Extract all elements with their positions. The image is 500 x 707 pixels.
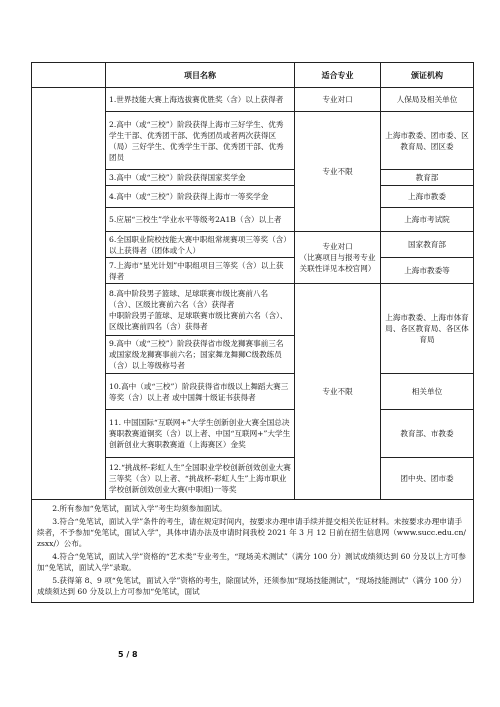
blank-header xyxy=(32,63,106,88)
page-number: 5 / 8 xyxy=(118,650,138,659)
notes-cell xyxy=(32,500,474,603)
major-4: 专业不限 xyxy=(295,284,381,500)
issuer-10: 教育部、市教委 xyxy=(381,410,474,458)
item-1: 1.世界技能大赛上海选拔赛优胜奖（含）以上获得者 xyxy=(106,88,295,112)
major-1: 专业对口 xyxy=(295,88,381,112)
issuer-8: 上海市教委、上海市体育局、各区教育局、各区体育局 xyxy=(381,284,474,374)
header-item-name: 项目名称 xyxy=(106,63,295,88)
header-major: 适合专业 xyxy=(295,63,381,88)
issuer-7: 上海市教委等 xyxy=(381,258,474,284)
left-blank-cell xyxy=(32,88,106,500)
item-3: 3.高中（或“三校”）阶段获得国家奖学金 xyxy=(106,170,295,186)
item-8: 8.高中阶段男子篮球、足球联赛市级比赛前八名（含）、区级比赛前六名（含）获得者 中职阶段男子篮球、足球联赛市级比赛前六名（含）、区级比赛前四名（含）获得者 xyxy=(106,284,295,336)
note-5: 5.获得第 8、9 项“免笔试，面试入学”资格的考生，除面试外，还须参加“现场技能测试”，“现场技能测试”（满分 100 分）成绩须达到 60 分及以上方可参加“免笔试，面试 xyxy=(37,576,466,596)
item-4: 4.高中（或“三校”）阶段获得上海市一等奖学金 xyxy=(106,186,295,208)
note-3: 3.符合“免笔试，面试入学”条件的考生，请在规定时间内，按要求办理申请手续并提交相关佐证材料。未按要求办理申请手续者，不予参加“免笔试，面试入学”，具体申请办法及申请时间我校 2021 年 3 月 12 日前在招生信息网（www.succ.edu.cn/zsxx/）公布。 xyxy=(37,517,466,548)
header-issuer: 颁证机构 xyxy=(381,63,474,88)
major-2: 专业不限 xyxy=(295,112,381,232)
issuer-5: 上海市考试院 xyxy=(381,208,474,232)
note-2: 2.所有参加“免笔试，面试入学”考生均须参加面试。 xyxy=(52,504,227,513)
issuer-1: 人保局及相关单位 xyxy=(381,88,474,112)
item-2: 2.高中（或“三校”）阶段获得上海市三好学生、优秀学生干部、优秀团干部、优秀团员或者两次获得区（局）三好学生、优秀学生干部、优秀团干部、优秀团员 xyxy=(106,112,295,170)
issuer-9: 相关单位 xyxy=(381,374,474,410)
table-header-row xyxy=(32,63,474,88)
item-10: 10.高中（或“三校”）阶段获得省市级以上舞蹈大赛三等奖（含）以上者 或中国舞十级证书获得者 xyxy=(106,374,295,410)
notes-row xyxy=(32,500,474,603)
item-7: 7.上海市“星光计划”中职组项目三等奖（含）以上获得者 xyxy=(106,258,295,284)
issuer-4: 上海市教委 xyxy=(381,186,474,208)
item-6: 6.全国职业院校技能大赛中职组常规赛项三等奖（含）以上获得者（团体或个人） xyxy=(106,232,295,258)
note-4: 4.符合“免笔试，面试入学”资格的“艺术类”专业考生，“现场美术测试”（满分 100 分）测试成绩须达到 60 分及以上方可参加“免笔试，面试入学”录取。 xyxy=(37,552,466,572)
issuer-6: 国家教育部 xyxy=(381,232,474,258)
issuer-2: 上海市教委、团市委、区教育局、团区委 xyxy=(381,112,474,170)
item-9: 9.高中（或“三校”）阶段获得省市级龙狮赛事前三名或国家级龙狮赛事前六名；国家舞龙舞狮C级教练员（含）以上等级称号者 xyxy=(106,336,295,374)
issuer-11: 团中央、团市委 xyxy=(381,458,474,500)
major-3: 专业对口 （比赛项目与报考专业关联性详见本校官网） xyxy=(295,232,381,284)
item-11: 11. 中国国际“互联网+”大学生创新创业大赛全国总决赛职教赛道铜奖（含）以上者、中国“互联网+”大学生创新创业大赛职教赛道（上海赛区）金奖 xyxy=(106,410,295,458)
item-5: 5.应届“三校生”学业水平等级考2A1B（含）以上者 xyxy=(106,208,295,232)
item-12: 12.“挑战杯-彩虹人生”全国职业学校创新创效创业大赛三等奖（含）以上者、“挑战杯-彩虹人生”上海市职业学校创新创效创业大赛(中职组)一等奖 xyxy=(106,458,295,500)
admission-table xyxy=(31,62,474,603)
issuer-3: 教育部 xyxy=(381,170,474,186)
table-row xyxy=(32,88,474,112)
